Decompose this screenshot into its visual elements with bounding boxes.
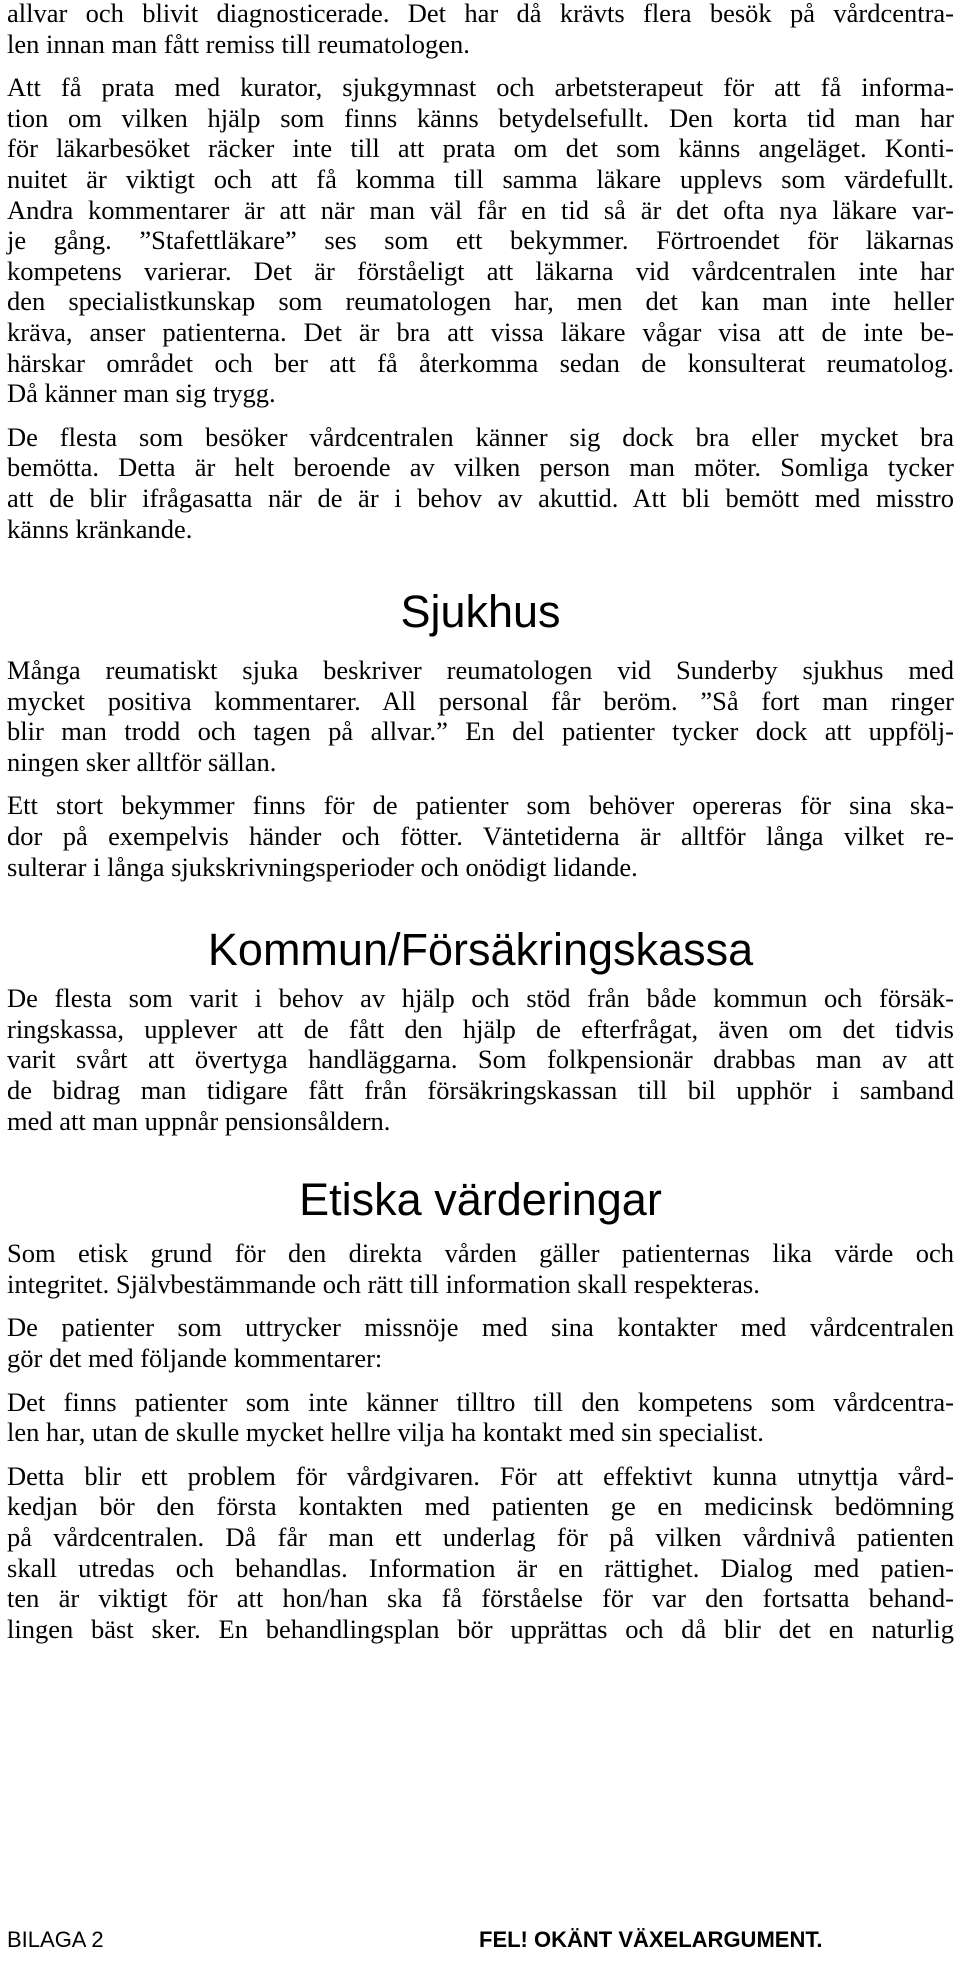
paragraph <box>7 0 954 59</box>
paragraph <box>7 1312 954 1373</box>
page-footer <box>7 1925 954 1955</box>
text-line: nuitet är viktigt och att få komma till samma läkare upplevs som värdefullt. <box>7 163 954 194</box>
text-line: Att få prata med kurator, sjukgymnast och arbetsterapeut för att få informa- <box>7 72 954 103</box>
text-line: integritet. Självbestämmande och rätt till information skall respekteras. <box>7 1268 760 1299</box>
section-heading-sjukhus: Sjukhus <box>400 586 561 638</box>
text-line: Som etisk grund för den direkta vården gäller patienternas lika värde och <box>7 1238 954 1269</box>
text-line: kedjan bör den första kontakten med patienten ge en medicinsk bedömning <box>7 1491 954 1522</box>
text-line: skall utredas och behandlas. Information är en rättighet. Dialog med patien- <box>7 1552 954 1583</box>
paragraph <box>7 790 954 882</box>
text-line: blir man trodd och tagen på allvar.” En del patienter tycker dock att uppfölj- <box>7 716 954 747</box>
text-line: tion om vilken hjälp som finns känns betydelsefullt. Den korta tid man har <box>7 102 954 133</box>
text-line: Andra kommentarer är att när man väl får en tid så är det ofta nya läkare var- <box>7 194 954 225</box>
text-line: len har, utan de skulle mycket hellre vilja ha kontakt med sin specialist. <box>7 1417 764 1448</box>
text-line: härskar området och ber att få återkomma sedan de konsulterat reumatolog. <box>7 347 954 378</box>
text-line: bemötta. Detta är helt beroende av vilken person man möter. Somliga tycker <box>7 452 954 483</box>
paragraph <box>7 655 954 777</box>
text-line: De flesta som varit i behov av hjälp och stöd från både kommun och försäk- <box>7 983 954 1014</box>
section-heading-kommun: Kommun/Försäkringskassa <box>207 924 754 976</box>
text-line: de bidrag man tidigare fått från försäkringskassan till bil upphör i samband <box>7 1075 954 1106</box>
text-line: allvar och blivit diagnosticerade. Det har då krävts flera besök på vårdcentra- <box>7 0 954 28</box>
text-line: Många reumatiskt sjuka beskriver reumatologen vid Sunderby sjukhus med <box>7 655 954 686</box>
text-line: att de blir ifrågasatta när de är i behov av akuttid. Att bli bemött med misstro <box>7 482 954 513</box>
text-line: Det finns patienter som inte känner tilltro till den kompetens som vårdcentra- <box>7 1386 954 1417</box>
text-line: kompetens varierar. Det är förståeligt att läkarna vid vårdcentralen inte har <box>7 255 954 286</box>
text-line: ringskassa, upplever att de fått den hjälp de efterfrågat, även om det tidvis <box>7 1013 954 1044</box>
text-line: ningen sker alltför sällan. <box>7 746 277 777</box>
text-line: Då känner man sig trygg. <box>7 378 276 409</box>
text-line: för läkarbesöket räcker inte till att prata om det som känns angeläget. Konti- <box>7 133 954 164</box>
text-line: je gång. ”Stafettläkare” ses som ett bekymmer. Förtroendet för läkarnas <box>7 225 954 256</box>
text-line: lingen bäst sker. En behandlingsplan bör upprättas och då blir det en naturlig <box>7 1613 954 1644</box>
footer-appendix-label: BILAGA 2 <box>7 1927 104 1952</box>
text-line: Detta blir ett problem för vårdgivaren. För att effektivt kunna utnyttja vård- <box>7 1460 954 1491</box>
paragraph <box>7 422 954 544</box>
text-line: varit svårt att övertyga handläggarna. Som folkpensionär drabbas man av att <box>7 1044 954 1075</box>
paragraph <box>7 72 954 409</box>
paragraph <box>7 983 954 1136</box>
text-line: kräva, anser patienterna. Det är bra att vissa läkare vågar visa att de inte be- <box>7 316 954 347</box>
text-line: den specialistkunskap som reumatologen har, men det kan man inte heller <box>7 286 954 317</box>
text-line: gör det med följande kommentarer: <box>7 1343 383 1373</box>
document-page <box>7 0 954 1644</box>
paragraph <box>7 1238 954 1299</box>
text-line: len innan man fått remiss till reumatologen. <box>7 28 470 59</box>
section-heading-etiska: Etiska värderingar <box>299 1174 662 1226</box>
text-line: känns kränkande. <box>7 513 193 544</box>
text-line: Ett stort bekymmer finns för de patienter som behöver opereras för sina ska- <box>7 790 954 821</box>
paragraph <box>7 1461 954 1645</box>
text-line: med att man uppnår pensionsåldern. <box>7 1105 391 1136</box>
text-line: ten är viktigt för att hon/han ska få förståelse för var den fortsatta behand- <box>7 1583 954 1614</box>
paragraph <box>7 1387 954 1448</box>
text-line: dor på exempelvis händer och fötter. Väntetiderna är alltför långa vilket re- <box>7 821 954 852</box>
text-line: mycket positiva kommentarer. All personal får beröm. ”Så fort man ringer <box>7 685 954 716</box>
text-line: sulterar i långa sjukskrivningsperioder och onödigt lidande. <box>7 851 638 882</box>
footer-field-error: FEL! OKÄNT VÄXELARGUMENT. <box>479 1927 823 1952</box>
text-line: De patienter som uttrycker missnöje med sina kontakter med vårdcentralen <box>7 1312 954 1343</box>
text-line: De flesta som besöker vårdcentralen känner sig dock bra eller mycket bra <box>7 421 954 452</box>
text-line: på vårdcentralen. Då får man ett underlag för på vilken vårdnivå patienten <box>7 1521 954 1552</box>
